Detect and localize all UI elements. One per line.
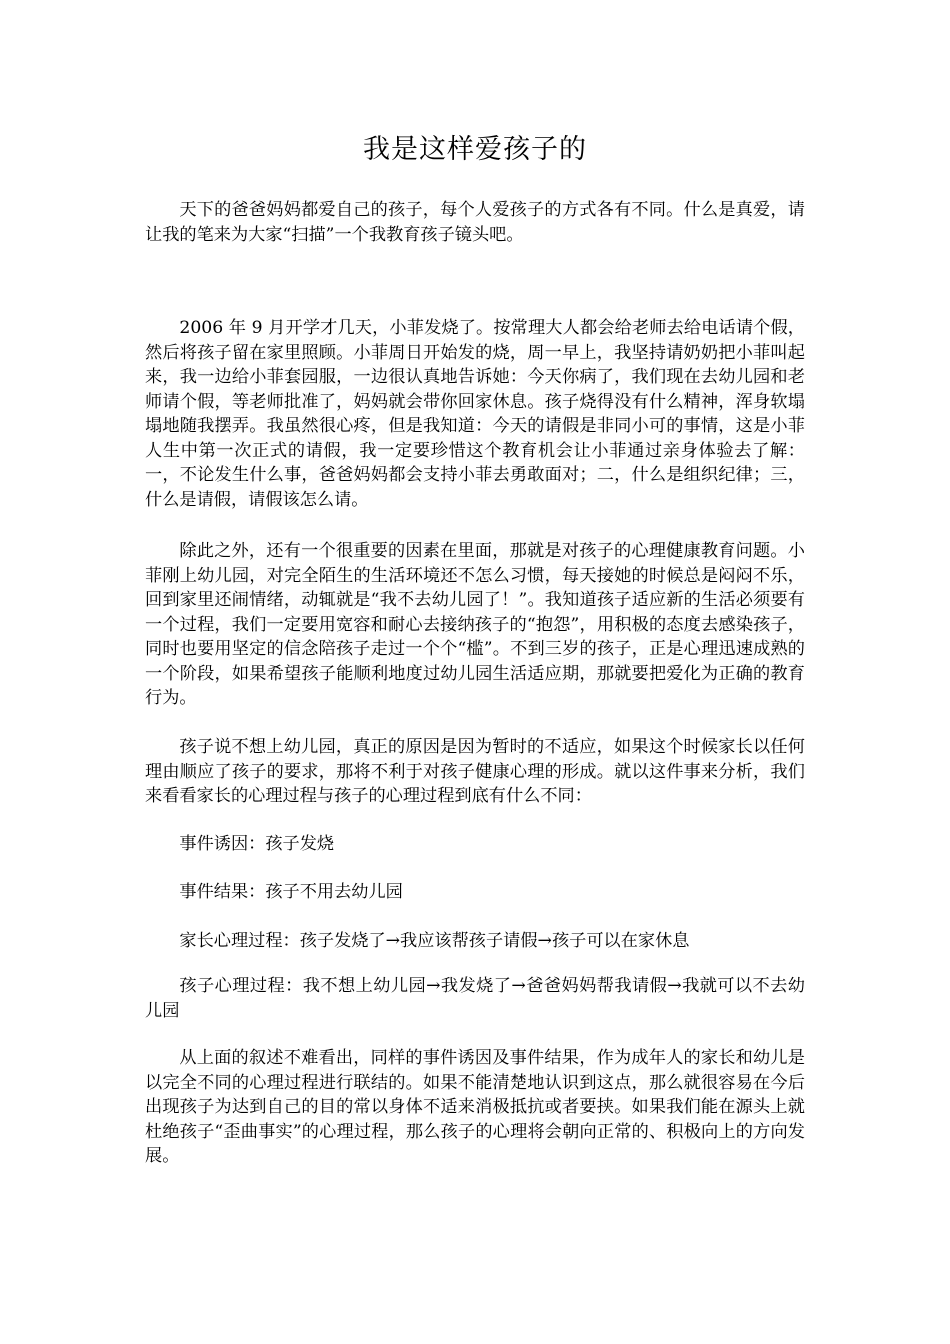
paragraph-analysis-intro: 孩子说不想上幼儿园，真正的原因是因为暂时的不适应，如果这个时候家长以任何理由顺应了孩子的要求，那将不利于对孩子健康心理的形成。就以这件事来分析，我们来看看家长的心理过程与孩子的心理过程到底有什么不同：: [145, 737, 805, 806]
paragraph-psychological-education: 除此之外，还有一个很重要的因素在里面，那就是对孩子的心理健康教育问题。小菲刚上幼儿园，对完全陌生的生活环境还不怎么习惯，每天接她的时候总是闷闷不乐，回到家里还闹情绪，动辄就是“我不去幼儿园了！”。我知道孩子适应新的生活必须要有一个过程，我们一定要用宽容和耐心去接纳孩子的“抱怨”，用积极的态度去感染孩子，同时也要用坚定的信念陪孩子走过一个个“槛”。不到三岁的孩子，正是心理迅速成熟的一个阶段，如果希望孩子能顺利地度过幼儿园生活适应期，那就要把爱化为正确的教育行为。: [145, 541, 805, 708]
intro-paragraph: 天下的爸爸妈妈都爱自己的孩子，每个人爱孩子的方式各有不同。什么是真爱，请让我的笔来为大家“扫描”一个我教育孩子镜头吧。: [145, 200, 805, 245]
parent-mental-process-line: 家长心理过程：孩子发烧了→我应该帮孩子请假→孩子可以在家休息: [179, 931, 690, 951]
child-mental-process-line: 孩子心理过程：我不想上幼儿园→我发烧了→爸爸妈妈帮我请假→我就可以不去幼儿园: [145, 976, 805, 1021]
event-result-line: 事件结果：孩子不用去幼儿园: [179, 882, 403, 902]
paragraph-fever-leave: 2006 年 9 月开学才几天，小菲发烧了。按常理大人都会给老师去给电话请个假，然后将孩子留在家里照顾。小菲周日开始发的烧，周一早上，我坚持请奶奶把小菲叫起来，我一边给小菲套园服，一边很认真地告诉她：今天你病了，我们现在去幼儿园和老师请个假，等老师批准了，妈妈就会带你回家休息。孩子烧得没有什么精神，浑身软塌塌地随我摆弄。我虽然很心疼，但是我知道：今天的请假是非同小可的事情，这是小菲人生中第一次正式的请假，我一定要珍惜这个教育机会让小菲通过亲身体验去了解：一，不论发生什么事，爸爸妈妈都会支持小菲去勇敢面对；二，什么是组织纪律；三，什么是请假，请假该怎么请。: [145, 318, 805, 510]
paragraph-conclusion: 从上面的叙述不难看出，同样的事件诱因及事件结果，作为成年人的家长和幼儿是以完全不同的心理过程进行联结的。如果不能清楚地认识到这点，那么就很容易在今后出现孩子为达到自己的目的常以身体不适来消极抵抗或者要挟。如果我们能在源头上就杜绝孩子“歪曲事实”的心理过程，那么孩子的心理将会朝向正常的、积极向上的方向发展。: [145, 1048, 805, 1166]
document-title: 我是这样爱孩子的: [363, 134, 587, 165]
event-cause-line: 事件诱因：孩子发烧: [179, 834, 335, 854]
